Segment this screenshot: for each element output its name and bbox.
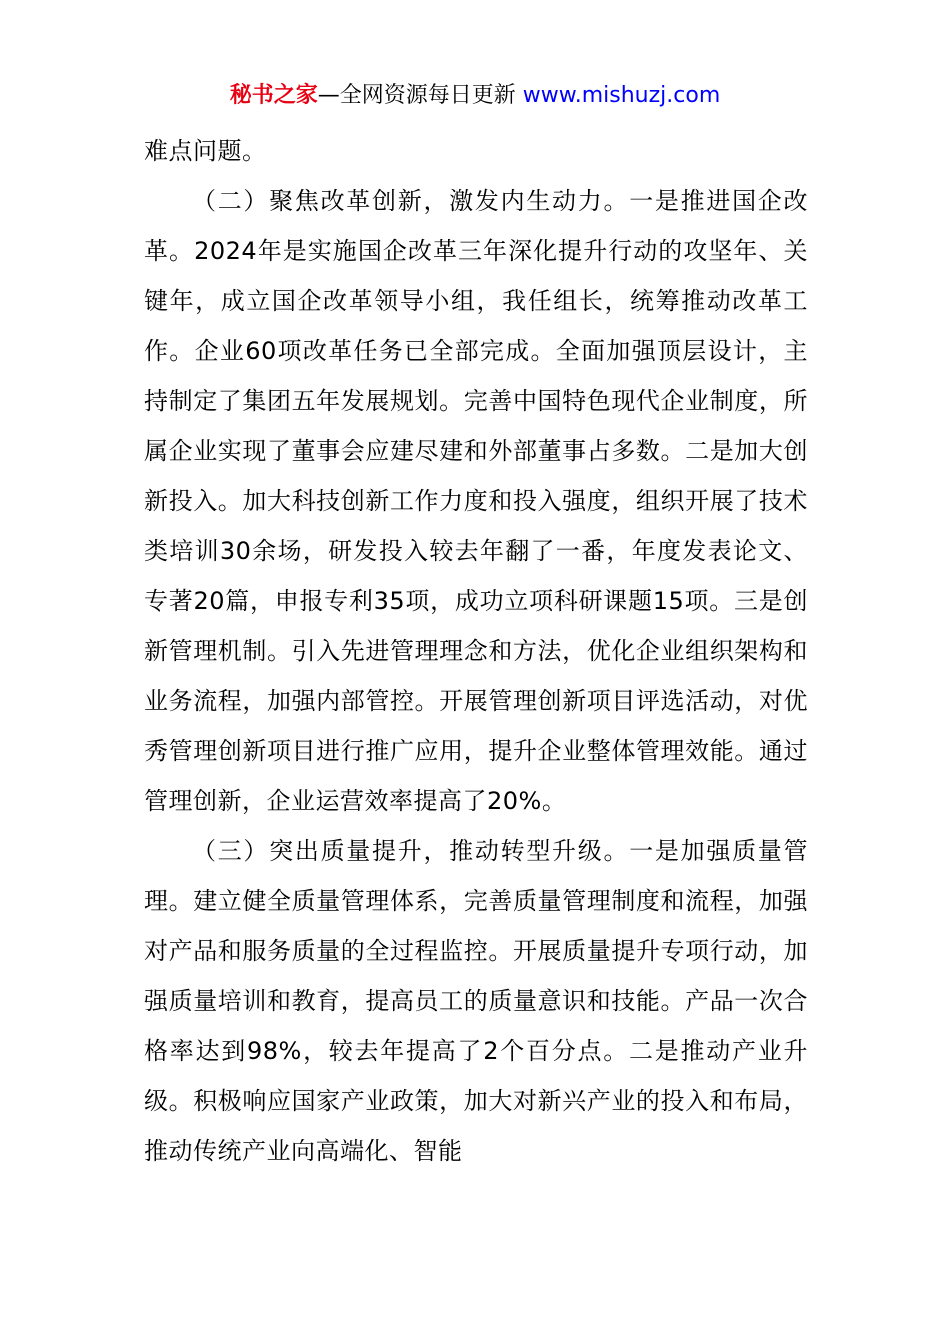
brand-name: 秘书之家	[229, 83, 318, 108]
paragraph-quality-upgrade: （三）突出质量提升，推动转型升级。一是加强质量管理。建立健全质量管理体系，完善质量管理制度和流程，加强对产品和服务质量的全过程监控。开展质量提升专项行动，加强质量培训和教育，提高员工的质量意识和技能。产品一次合格率达到98%，较去年提高了2个百分点。二是推动产业升级。积极响应国家产业政策，加大对新兴产业的投入和布局，推动传统产业向高端化、智能	[144, 837, 808, 1165]
header-tagline: —全网资源每日更新	[317, 83, 523, 108]
paragraph-continuation: 难点问题。	[144, 137, 267, 165]
site-url-link[interactable]: www.mishuzj.com	[522, 83, 721, 108]
document-body	[144, 126, 808, 1176]
paragraph-reform-innovation: （二）聚焦改革创新，激发内生动力。一是推进国企改革。2024年是实施国企改革三年深化提升行动的攻坚年、关键年，成立国企改革领导小组，我任组长，统筹推动改革工作。企业60项改革任务已全部完成。全面加强顶层设计，主持制定了集团五年发展规划。完善中国特色现代企业制度，所属企业实现了董事会应建尽建和外部董事占多数。二是加大创新投入。加大科技创新工作力度和投入强度，组织开展了技术类培训30余场，研发投入较去年翻了一番，年度发表论文、专著20篇，申报专利35项，成功立项科研课题15项。三是创新管理机制。引入先进管理理念和方法，优化企业组织架构和业务流程，加强内部管控。开展管理创新项目评选活动，对优秀管理创新项目进行推广应用，提升企业整体管理效能。通过管理创新，企业运营效率提高了20%。	[144, 187, 808, 815]
page-header	[0, 78, 950, 114]
